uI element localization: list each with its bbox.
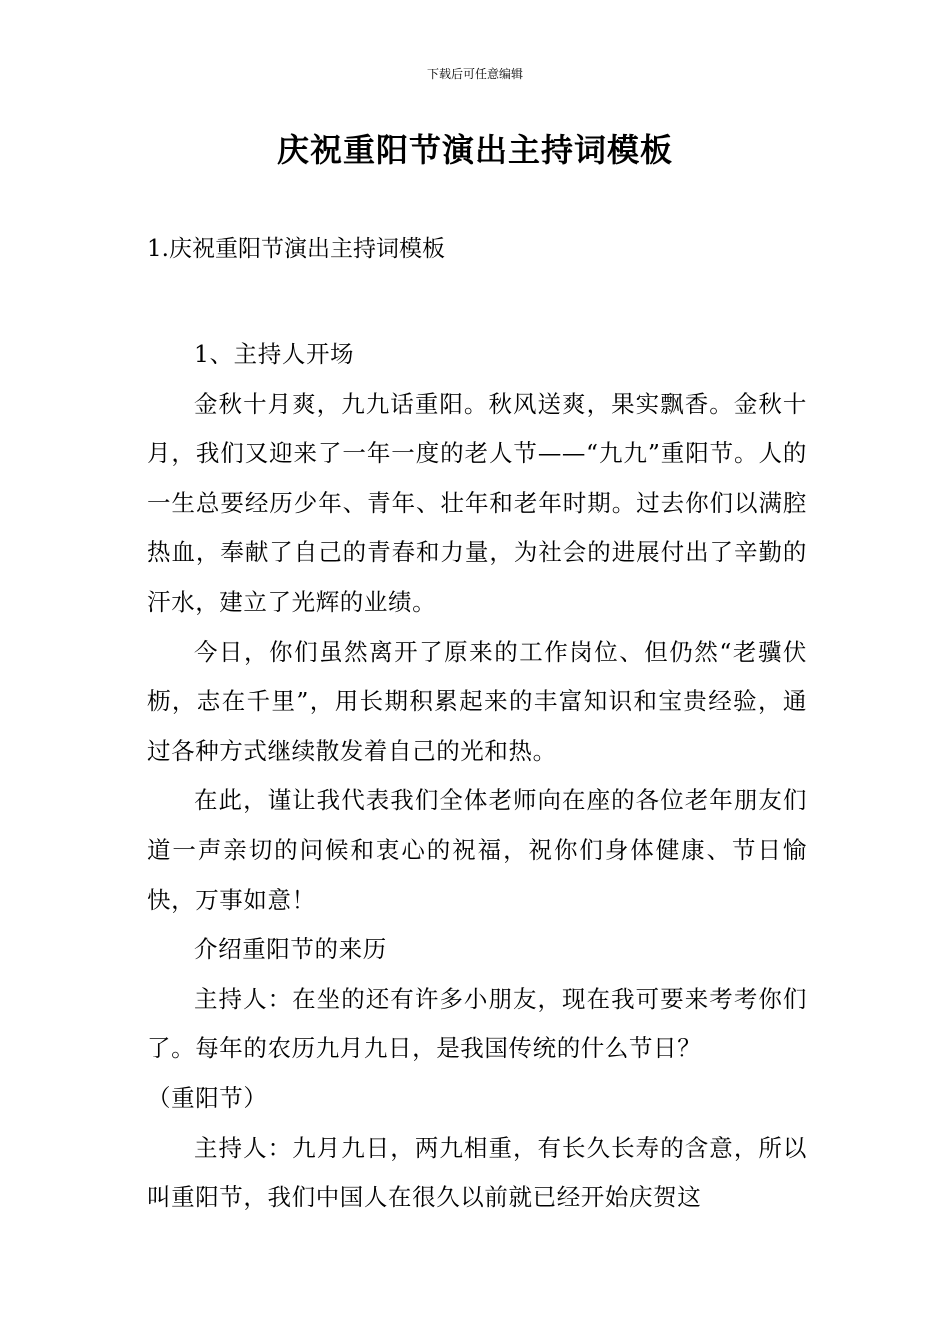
section-heading: 1.庆祝重阳节演出主持词模板 <box>147 236 445 262</box>
body-text <box>147 330 807 1223</box>
paragraph: 在此，谨让我代表我们全体老师向在座的各位老年朋友们道一声亲切的问候和衷心的祝福，祝你们身体健康、节日愉快，万事如意！ <box>147 786 807 914</box>
paragraph-opening-heading: 1、主持人开场 <box>194 340 355 368</box>
paragraph-subheading: 介绍重阳节的来历 <box>194 935 387 964</box>
paragraph: 金秋十月爽，九九话重阳。秋风送爽，果实飘香。金秋十月，我们又迎来了一年一度的老人节——“九九”重阳节。人的一生总要经历少年、青年、壮年和老年时期。过去你们以满腔热血，奉献了自己的青春和力量，为社会的进展付出了辛勤的汗水，建立了光辉的业绩。 <box>147 389 807 616</box>
paragraph: 今日，你们虽然离开了原来的工作岗位、但仍然“老骥伏枥，志在千里”，用长期积累起来的丰富知识和宝贵经验，通过各种方式继续散发着自己的光和热。 <box>147 637 807 765</box>
paragraph-answer: （重阳节） <box>147 1083 268 1112</box>
paragraph: 主持人：九月九日，两九相重，有长久长寿的含意，所以叫重阳节，我们中国人在很久以前就已经开始庆贺这 <box>147 1133 807 1212</box>
header-note: 下载后可任意编辑 <box>426 67 523 81</box>
document-title: 庆祝重阳节演出主持词模板 <box>276 131 673 169</box>
paragraph: 主持人：在坐的还有许多小朋友，现在我可要来考考你们了。每年的农历九月九日，是我国传统的什么节日？ <box>147 984 807 1063</box>
